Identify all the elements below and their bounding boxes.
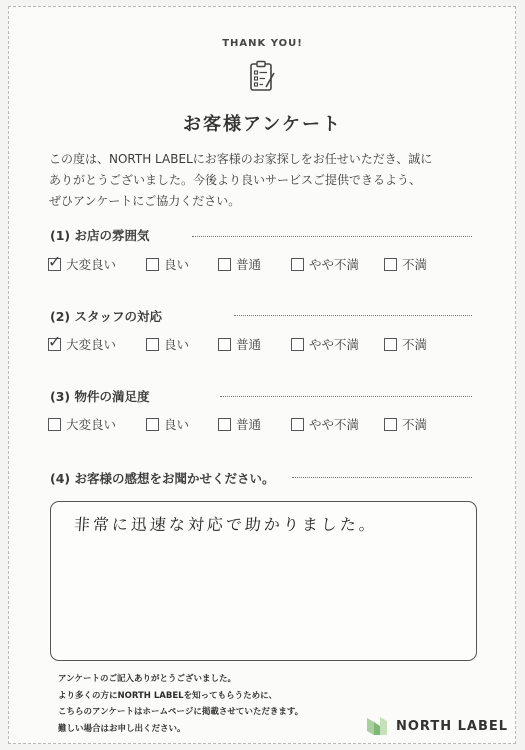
intro-text bbox=[49, 149, 489, 212]
option-3[interactable] bbox=[218, 255, 261, 273]
option-5[interactable] bbox=[384, 255, 427, 273]
option-label: 良い bbox=[164, 257, 190, 272]
option-3[interactable] bbox=[218, 415, 261, 433]
option-label: 良い bbox=[164, 337, 190, 352]
option-label: 不満 bbox=[402, 257, 428, 272]
option-label: 良い bbox=[164, 417, 190, 432]
checkbox[interactable] bbox=[218, 418, 231, 431]
intro-line: ぜひアンケートにご協力ください。 bbox=[49, 194, 241, 208]
footer-line: より多くの方にNORTH LABELを知ってもらうために、 bbox=[58, 690, 278, 701]
checkbox[interactable] bbox=[48, 251, 62, 271]
checkbox[interactable] bbox=[48, 418, 61, 431]
checkbox[interactable] bbox=[291, 418, 304, 431]
question-3-options bbox=[48, 415, 468, 433]
checkbox[interactable] bbox=[384, 418, 397, 431]
option-label: 不満 bbox=[402, 417, 428, 432]
option-1[interactable] bbox=[48, 415, 116, 433]
checkbox[interactable] bbox=[146, 418, 159, 431]
question-3-title: (3) 物件の満足度 bbox=[50, 389, 150, 404]
checkbox[interactable] bbox=[384, 258, 397, 271]
option-5[interactable] bbox=[384, 415, 427, 433]
option-label: 普通 bbox=[236, 337, 262, 352]
dotted-divider bbox=[292, 477, 472, 478]
option-2[interactable] bbox=[146, 255, 189, 273]
checkbox[interactable] bbox=[146, 258, 159, 271]
footer-line: アンケートのご記入ありがとうございました。 bbox=[58, 674, 236, 684]
option-3[interactable] bbox=[218, 335, 261, 353]
question-4-title: (4) お客様の感想をお聞かせください。 bbox=[50, 471, 275, 486]
checkbox[interactable] bbox=[218, 338, 231, 351]
intro-line: ありがとうございました。今後より良いサービスご提供できるよう、 bbox=[49, 173, 422, 187]
option-5[interactable] bbox=[384, 335, 427, 353]
checkbox[interactable] bbox=[291, 338, 304, 351]
question-2-title: (2) スタッフの対応 bbox=[50, 309, 162, 324]
dotted-divider bbox=[220, 396, 472, 397]
checkbox[interactable] bbox=[48, 331, 62, 351]
brand bbox=[366, 716, 508, 736]
question-1-title: (1) お店の雰囲気 bbox=[50, 228, 150, 243]
option-label: 普通 bbox=[236, 257, 262, 272]
brand-name: NORTH LABEL bbox=[396, 718, 509, 734]
dotted-divider bbox=[192, 236, 472, 237]
checkbox[interactable] bbox=[291, 258, 304, 271]
survey-title: お客様アンケート bbox=[183, 114, 342, 135]
option-1[interactable] bbox=[48, 251, 117, 273]
checkbox[interactable] bbox=[218, 258, 231, 271]
question-1-options bbox=[48, 251, 468, 273]
checkbox[interactable] bbox=[146, 338, 159, 351]
option-label: やや不満 bbox=[309, 337, 360, 352]
footer-line: こちらのアンケートはホームページに掲載させていただきます。 bbox=[58, 707, 304, 717]
option-label: 不満 bbox=[402, 337, 428, 352]
option-4[interactable] bbox=[291, 415, 359, 433]
option-4[interactable] bbox=[291, 335, 359, 353]
check-mark-icon: ✓ bbox=[48, 331, 62, 351]
option-4[interactable] bbox=[291, 255, 359, 273]
dotted-divider bbox=[234, 315, 472, 316]
north-label-logo-icon bbox=[366, 716, 388, 736]
option-label: 大変良い bbox=[66, 257, 117, 272]
option-label: やや不満 bbox=[309, 417, 360, 432]
footer-line: 難しい場合はお申し出ください。 bbox=[58, 723, 186, 734]
option-2[interactable] bbox=[146, 335, 189, 353]
intro-line: この度は、NORTH LABELにお客様のお家探しをお任せいただき、誠に bbox=[49, 152, 433, 166]
option-label: 大変良い bbox=[66, 417, 117, 432]
option-label: 普通 bbox=[236, 417, 262, 432]
clipboard-icon bbox=[249, 60, 275, 92]
question-2-options bbox=[48, 331, 468, 353]
option-2[interactable] bbox=[146, 415, 189, 433]
option-label: 大変良い bbox=[66, 337, 117, 352]
comment-text: 非常に迅速な対応で助かりました。 bbox=[73, 515, 379, 534]
checkbox[interactable] bbox=[384, 338, 397, 351]
check-mark-icon: ✓ bbox=[48, 251, 62, 271]
option-1[interactable] bbox=[48, 331, 117, 353]
option-label: やや不満 bbox=[309, 257, 360, 272]
footer-note bbox=[58, 671, 303, 737]
thank-you-heading: THANK YOU! bbox=[222, 38, 303, 49]
